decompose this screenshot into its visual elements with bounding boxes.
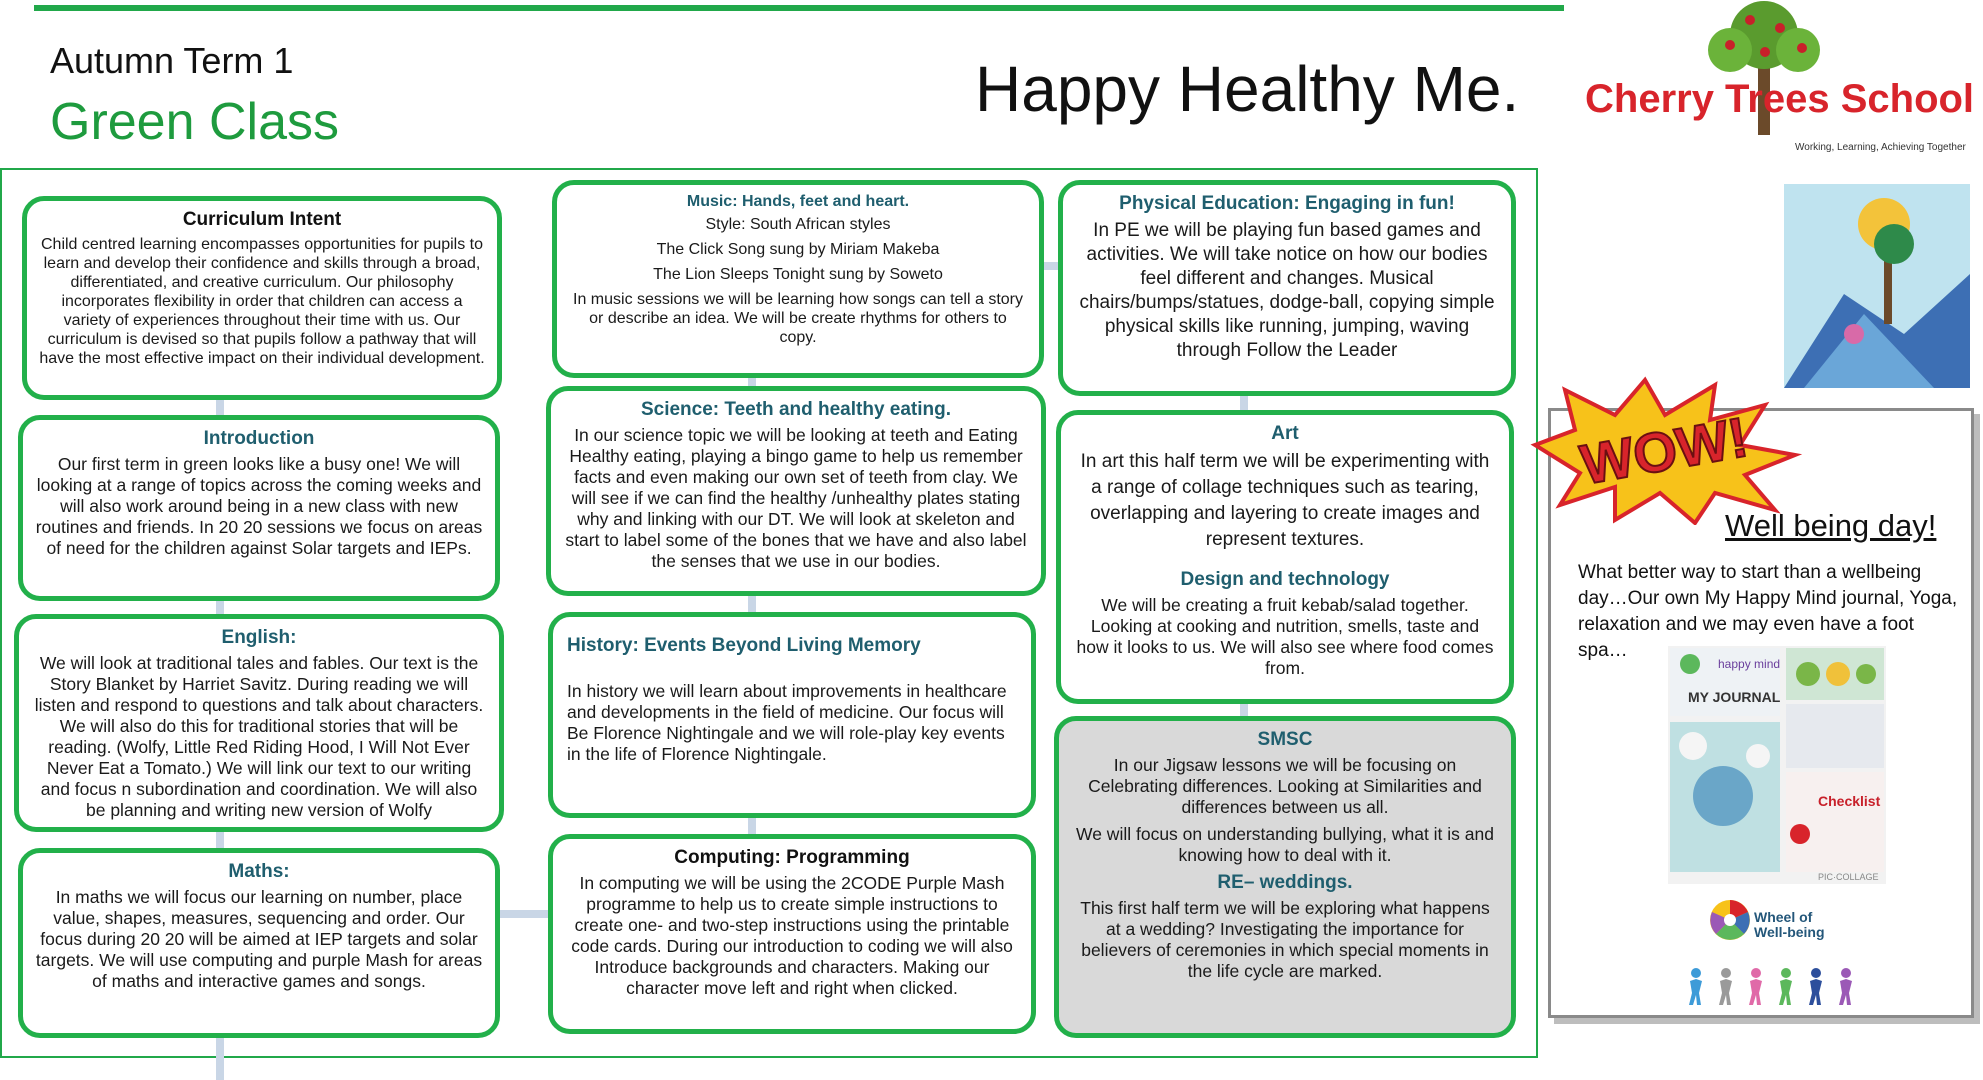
checklist-label: Checklist (1818, 793, 1881, 809)
english-text: We will look at traditional tales and fables. Our text is the Story Blanket by Harriet Savitz. During reading we will listen and respond to questions and talk about characters. We will also do this for traditional stories that will be reading. (Wolfy, Little Red Riding Hood, I Will Not Ever Never Eat a Tomato.) We will link our text to our writing and focus n subordination and coordination. We will also be planning and writing new version of Wolfy (34, 653, 484, 820)
pe-text: In PE we will be playing fun based games and activities. We will take notice on how our bodies feel different and changes. Musical chairs/bumps/statues, dodge-ball, copying simple physical skills like running, jumping, waving through Follow the Leader (1079, 220, 1495, 361)
history-heading: History: Events Beyond Living Memory (567, 635, 921, 656)
pe-box (1058, 180, 1516, 396)
introduction-heading: Introduction (203, 428, 315, 449)
art-text: In art this half term we will be experimenting with a range of collage techniques such as tearing, overlapping and layering to create images and represent textures. (1080, 451, 1490, 550)
history-box (548, 612, 1036, 818)
science-heading: Science: Teeth and healthy eating. (640, 399, 952, 420)
pe-heading: Physical Education: Engaging in fun! (1119, 193, 1455, 214)
curriculum-intent-box (22, 196, 502, 400)
smsc-box (1054, 716, 1516, 1038)
dt-heading: Design and technology (1180, 569, 1390, 590)
art-heading: Art (1271, 423, 1299, 444)
smsc-heading: SMSC (1257, 729, 1313, 750)
people-figures-icon (1686, 965, 1866, 1007)
art-box (1056, 410, 1514, 704)
collage-label: PIC·COLLAGE (1818, 872, 1879, 882)
header-rule (34, 5, 1564, 11)
wellbeing-title: Well being day! (1725, 508, 1937, 543)
maths-box (18, 848, 500, 1038)
wellbeing-text: What better way to start than a wellbeing day…Our own My Happy Mind journal, Yoga, relaxation and we may even have a foot spa… (1578, 562, 1958, 661)
smsc-text: In our Jigsaw lessons we will be focusing on Celebrating differences. Looking at Similarities and differences between us all. (1088, 755, 1482, 817)
music-text: In music sessions we will be learning how songs can tell a story or describe an idea. We will be create rhythms for others to copy. (573, 291, 1023, 346)
wheel-label-2: Well-being (1754, 924, 1825, 940)
dt-text: We will be creating a fruit kebab/salad together. Looking at cooking and nutrition, smells, taste and how it looks to us. We will also see where food comes from. (1076, 595, 1494, 678)
school-logo (1580, 0, 1980, 160)
computing-heading: Computing: Programming (674, 847, 910, 868)
music-song-1: The Click Song sung by Miriam Makeba (656, 241, 940, 258)
music-box (552, 180, 1044, 378)
logo-text: Cherry Trees School (1585, 77, 1975, 121)
wellbeing-painting (1784, 184, 1970, 388)
logo-tagline: Working, Learning, Achieving Together (1795, 142, 1966, 153)
introduction-text: Our first term in green looks like a busy one! We will looking at a range of topics across the coming weeks and will also work around being in a new class with new routines and friends. In 20 20 sessions we focus on areas of need for the children against Solar targets and IEPs. (35, 454, 483, 558)
re-heading: RE– weddings. (1217, 872, 1353, 893)
curriculum-intent-text: Child centred learning encompasses opportunities for pupils to learn and develop their confidence and skills through a broad, differentiated, and creative curriculum. Our philosophy incorporates flexibility in order that children can access a variety of experiences throughout their time with us. Our curriculum is devised so that pupils follow a pathway that will have the most effective impact on their individual development. (39, 236, 485, 367)
music-heading: Music: Hands, feet and heart. (686, 193, 910, 210)
wheel-label-1: Wheel of (1754, 909, 1813, 925)
journal-brand: happy mind (1718, 657, 1781, 671)
journal-collage (1668, 646, 1886, 884)
science-text: In our science topic we will be looking at teeth and Eating Healthy eating, playing a bingo game to help us remember facts and even making our own set of teeth from clay. We will see if we can find the healthy /unhealthy plates stating why and linking with our DT. We will look at skeleton and start to label some of the bones that we have and also label the senses that we use in our bodies. (565, 425, 1027, 571)
class-name: Green Class (50, 93, 339, 151)
maths-heading: Maths: (228, 861, 290, 882)
maths-text: In maths we will focus our learning on number, place value, shapes, measures, sequencing and order. Our focus during 20 20 will be aimed at IEP targets and solar targets. We will use computing and purple Mash for areas of maths and interactive games and songs. (35, 887, 483, 991)
journal-title: MY JOURNAL (1688, 689, 1781, 705)
curriculum-intent-heading: Curriculum Intent (182, 209, 342, 230)
smsc-text-2: We will focus on understanding bullying, what it is and knowing how to deal with it. (1076, 824, 1494, 865)
wow-text: WOW! (1576, 404, 1753, 497)
re-text: This first half term we will be exploring what happens at a wedding? Investigating the importance for believers of ceremonies in which special moments in the life cycle are marked. (1080, 898, 1490, 981)
wheel-of-wellbeing-icon (1708, 898, 1752, 942)
introduction-box (18, 415, 500, 601)
computing-box (548, 834, 1036, 1034)
wow-burst-icon (1525, 375, 1805, 525)
computing-text: In computing we will be using the 2CODE Purple Mash programme to help us to create simple instructions to create one- and two-step instructions using the printable code cards. During our introduction to coding we will also Introduce backgrounds and characters. Making our character move left and right when clicked. (571, 873, 1013, 998)
music-style: Style: South African styles (705, 216, 891, 233)
english-heading: English: (221, 627, 297, 648)
wheel-label (1754, 910, 1825, 940)
term-label: Autumn Term 1 (50, 40, 294, 81)
page-title: Happy Healthy Me. (975, 53, 1520, 125)
history-text: In history we will learn about improvements in healthcare and developments in the field of medicine. Our focus will Be Florence Nightingale and we will role-play key events in the life of Florence Nightingale. (567, 681, 1007, 764)
science-box (546, 386, 1046, 596)
music-song-2: The Lion Sleeps Tonight sung by Soweto (653, 266, 943, 283)
english-box (14, 614, 504, 832)
